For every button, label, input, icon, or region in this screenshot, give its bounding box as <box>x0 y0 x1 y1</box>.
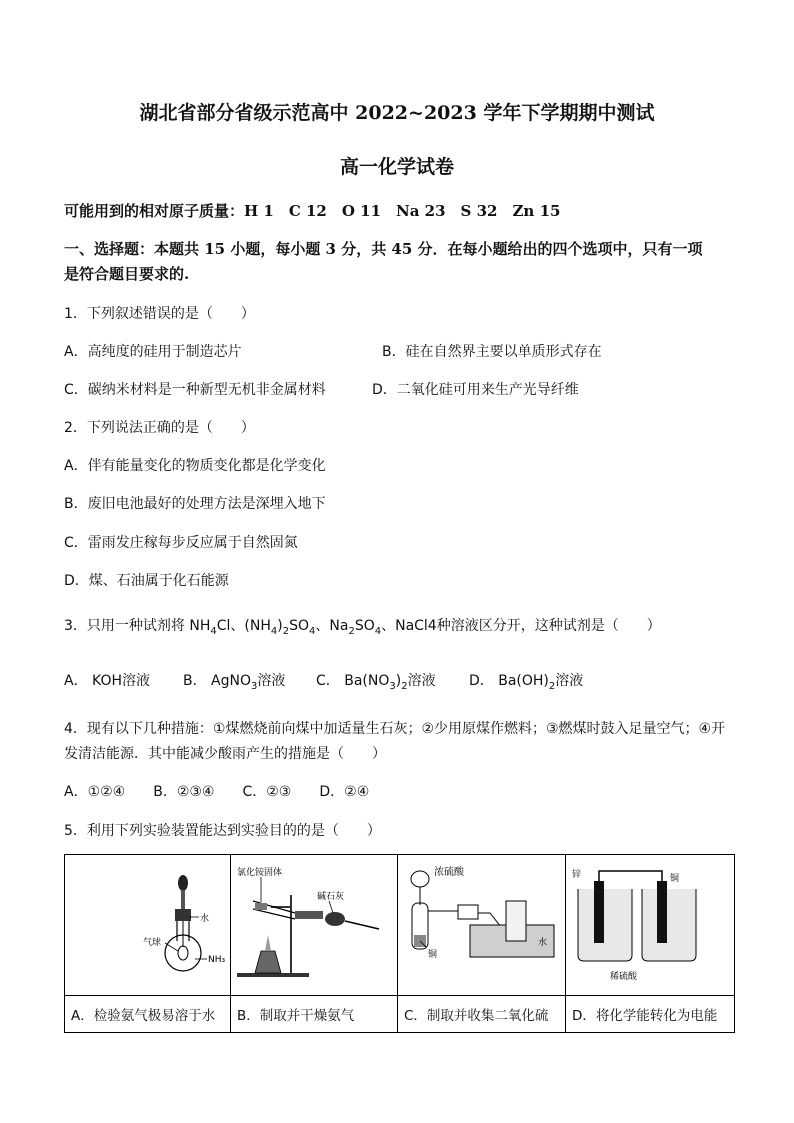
question-3-option-c <box>316 670 436 692</box>
question-1-option-c: C．碳纳米材料是一种新型无机非金属材料 <box>64 382 326 398</box>
label-copper: 铜 <box>428 950 438 960</box>
q3-text-cl: Cl、(NH <box>216 618 271 634</box>
q3-text-so4: SO <box>354 618 375 634</box>
q3-c-text: ) <box>395 673 402 689</box>
question-2-option-a: A．伴有能量变化的物质变化都是化学变化 <box>64 458 326 474</box>
q3-text-suffix: 、NaCl4种溶液区分开，这种试剂是（ ） <box>381 618 661 634</box>
question-3-option-d <box>469 670 583 692</box>
q3-sub: 2 <box>348 625 355 637</box>
figure-b-cell <box>231 855 398 996</box>
q3-text-close: ) <box>277 618 283 634</box>
q3-sub: 3 <box>389 680 396 692</box>
figure-a-cell <box>65 855 231 996</box>
label-copper-electrode: 铜 <box>670 874 680 884</box>
caption-a: A．检验氨气极易溶于水 <box>65 996 231 1033</box>
question-2-option-d: D．煤、石油属于化石能源 <box>64 573 229 589</box>
q3-text-prefix: 3．只用一种试剂将 NH <box>64 618 211 634</box>
question-1-stem: 1．下列叙述错误的是（ ） <box>64 306 255 322</box>
q3-sub: 4 <box>309 625 316 637</box>
label-water-trough: 水 <box>538 938 548 948</box>
label-water: 水 <box>200 914 210 924</box>
question-1-option-a: A．高纯度的硅用于制造芯片 <box>64 344 242 360</box>
figure-d-cell <box>566 855 735 996</box>
question-3-option-b <box>183 670 285 692</box>
question-2-option-c: C．雷雨发庄稼每步反应属于自然固氮 <box>64 535 298 551</box>
exam-title: 湖北省部分省级示范高中 2022~2023 学年下学期期中测试 <box>139 102 655 124</box>
q3-sub: 2 <box>282 625 290 637</box>
q3-d-text: 溶液 <box>555 673 584 689</box>
label-balloon: 气球 <box>143 938 162 948</box>
atomic-masses-line: 可能用到的相对原子质量：H 1 C 12 O 11 Na 23 S 32 Zn 15 <box>64 202 561 220</box>
label-dilute-sulfuric-acid: 稀硫酸 <box>610 972 638 982</box>
question-1-option-b: B．硅在自然界主要以单质形式存在 <box>382 344 602 360</box>
q3-b-text: 溶液 <box>257 673 286 689</box>
q3-sub: 2 <box>548 680 556 692</box>
caption-c: C．制取并收集二氧化硫 <box>398 996 566 1033</box>
question-4-line2: 发清洁能源．其中能减少酸雨产生的措施是（ ） <box>64 746 386 762</box>
label-soda-lime: 碱石灰 <box>317 892 345 902</box>
question-1-option-d: D．二氧化硅可用来生产光导纤维 <box>372 382 579 398</box>
q3-c-text: 溶液 <box>407 673 436 689</box>
section-heading-line2: 是符合题目要求的. <box>64 265 190 283</box>
q3-sub: 3 <box>251 680 258 692</box>
galvanic-cell-figure <box>566 855 734 991</box>
figure-c-cell <box>398 855 566 996</box>
q3-text-na: 、Na <box>315 618 349 634</box>
question-3-stem <box>64 615 661 637</box>
label-conc-sulfuric-acid: 浓硫酸 <box>434 867 464 878</box>
q3-sub: 4 <box>210 625 217 637</box>
q3-sub: 4 <box>374 625 382 637</box>
q3-d-text: D． Ba(OH) <box>469 673 549 689</box>
question-3-option-a: A． KOH溶液 <box>64 673 150 689</box>
caption-d: D．将化学能转化为电能 <box>566 996 735 1033</box>
q3-sub: 4 <box>270 625 278 637</box>
fountain-apparatus-figure <box>65 855 230 991</box>
section-heading-line1: 一、选择题：本题共 15 小题，每小题 3 分，共 45 分．在每小题给出的四个选项中，只有一项 <box>64 240 703 258</box>
q3-c-text: C． Ba(NO <box>316 673 390 689</box>
ammonia-prep-figure <box>231 855 397 991</box>
label-ammonium-chloride: 氯化铵固体 <box>237 868 283 878</box>
exam-subtitle: 高一化学试卷 <box>339 156 454 178</box>
question-2-option-b: B．废旧电池最好的处理方法是深埋入地下 <box>64 496 326 512</box>
question-2-stem: 2．下列说法正确的是（ ） <box>64 420 255 436</box>
label-nh3: NH₃ <box>208 955 226 965</box>
q3-sub: 2 <box>401 680 408 692</box>
experiment-table <box>64 854 735 1033</box>
question-4-options: A．①②④ B．②③④ C．②③ D．②④ <box>64 784 370 800</box>
question-5-stem: 5．利用下列实验装置能达到实验目的的是（ ） <box>64 823 381 839</box>
question-4-line1: 4．现有以下几种措施：①煤燃烧前向煤中加适量生石灰；②少用原煤作燃料；③燃煤时鼓入足量空气；④开 <box>64 721 726 737</box>
caption-b: B．制取并干燥氨气 <box>231 996 398 1033</box>
label-zinc: 锌 <box>572 870 582 880</box>
q3-b-text: B． AgNO <box>183 673 252 689</box>
sulfur-dioxide-figure <box>398 855 565 991</box>
q3-text-so4: SO <box>289 618 309 634</box>
